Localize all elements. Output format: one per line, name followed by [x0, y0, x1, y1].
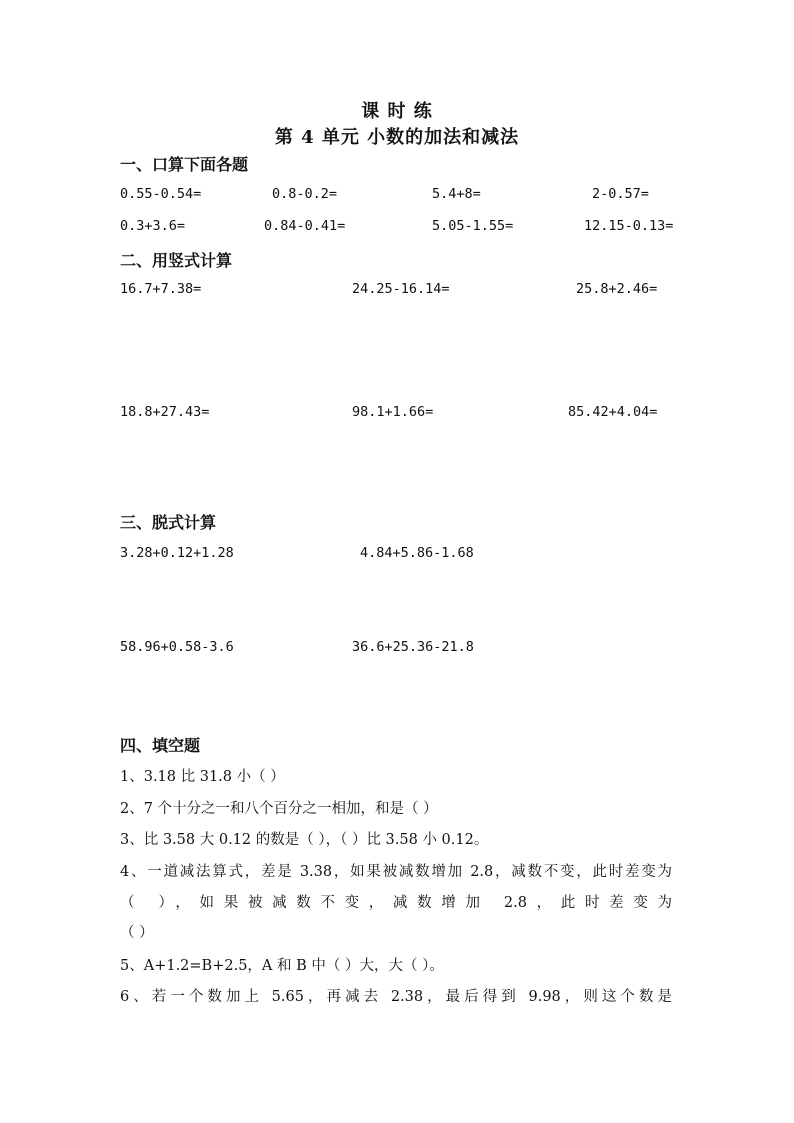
- oral-item: 0.84-0.41=: [264, 218, 346, 234]
- fill-question-4-line-3: （ ）: [120, 925, 154, 941]
- fill-question-5: 5、A+1.2=B+2.5，A 和 B 中（ ）大，大（ ）。: [120, 958, 444, 974]
- vertical-calc-item: 25.8+2.46=: [576, 281, 658, 297]
- step-calc-item: 3.28+0.12+1.28: [120, 545, 234, 561]
- oral-item: 5.05-1.55=: [432, 218, 514, 234]
- section-heading-1: 一、口算下面各题: [120, 155, 249, 174]
- fill-question-6: 6、若一个数加上 5.65，再减去 2.38，最后得到 9.98，则这个数是: [120, 989, 672, 1005]
- fill-question-4-line-2: （ ），如果被减数不变，减数增加 2.8，此时差变为: [120, 895, 672, 911]
- fill-question-4-line-1: 4、一道减法算式，差是 3.38，如果被减数增加 2.8，减数不变，此时差变为: [120, 864, 672, 880]
- page-title: 课 时 练: [361, 101, 433, 122]
- oral-item: 0.3+3.6=: [120, 218, 186, 234]
- oral-item: 0.55-0.54=: [120, 186, 202, 202]
- vertical-calc-item: 98.1+1.66=: [352, 404, 434, 420]
- section-heading-3: 三、脱式计算: [120, 513, 217, 532]
- section-heading-2: 二、用竖式计算: [120, 251, 233, 270]
- vertical-calc-item: 24.25-16.14=: [352, 281, 450, 297]
- fill-question-1: 1、3.18 比 31.8 小（ ）: [120, 769, 285, 785]
- step-calc-item: 4.84+5.86-1.68: [360, 545, 474, 561]
- section-heading-4: 四、填空题: [120, 736, 201, 755]
- vertical-calc-item: 16.7+7.38=: [120, 281, 202, 297]
- oral-item: 0.8-0.2=: [272, 186, 338, 202]
- oral-item: 5.4+8=: [432, 186, 481, 202]
- oral-item: 12.15-0.13=: [584, 218, 674, 234]
- page-subtitle: 第 4 单元 小数的加法和减法: [274, 127, 520, 148]
- fill-question-3: 3、比 3.58 大 0.12 的数是（ ），（ ）比 3.58 小 0.12。: [120, 832, 489, 848]
- step-calc-item: 36.6+25.36-21.8: [352, 639, 474, 655]
- oral-item: 2-0.57=: [592, 186, 649, 202]
- fill-question-2: 2、7 个十分之一和八个百分之一相加，和是（ ）: [120, 801, 438, 817]
- step-calc-item: 58.96+0.58-3.6: [120, 639, 234, 655]
- vertical-calc-item: 18.8+27.43=: [120, 404, 210, 420]
- vertical-calc-item: 85.42+4.04=: [568, 404, 658, 420]
